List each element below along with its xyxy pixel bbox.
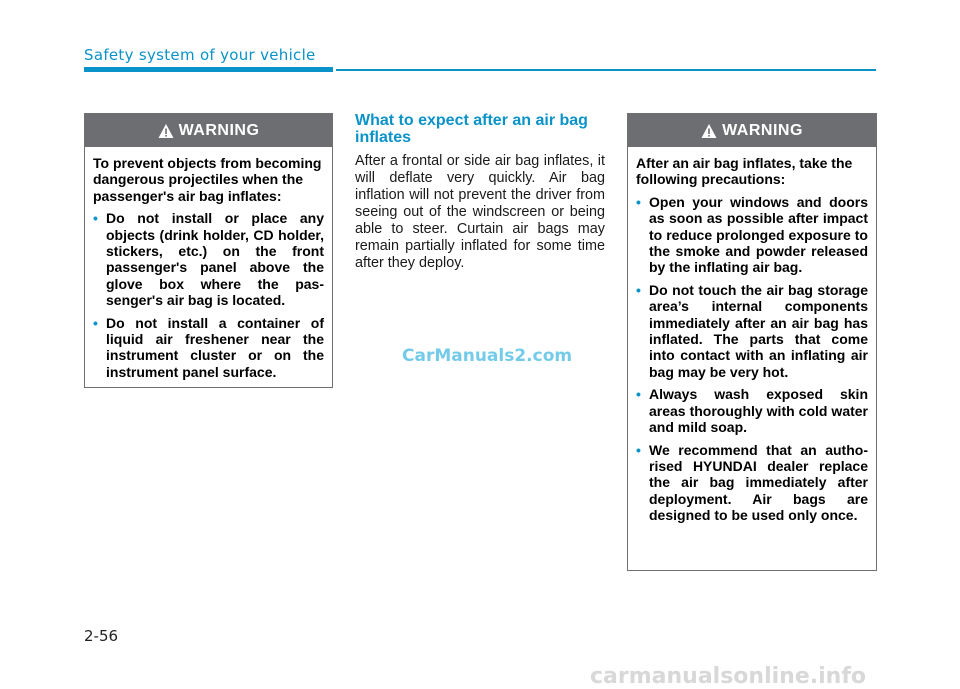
- list-item-text: Do not touch the air bag storage area’s internal components immediately after an air bag has inflated. The parts that come into contact with an inflating air bag may be very hot.: [649, 281, 868, 380]
- warning-label: WARNING: [178, 121, 260, 139]
- list-item: [636, 194, 868, 276]
- warning-box-left: [84, 113, 333, 388]
- bullet-icon: •: [93, 210, 98, 227]
- section-title: What to expect after an air bag inflates: [355, 112, 588, 146]
- warning-header: [628, 114, 876, 147]
- section-body: After a frontal or side air bag inflates, it will deflate very quickly. Air bag inflation will not prevent the driver from seeing out of the windscreen or being able to steer. Curtain air bags may remain partially inflated for some time after they deploy.: [355, 153, 605, 271]
- warning-header: [85, 114, 332, 147]
- list-item: [93, 315, 324, 381]
- list-item: [636, 282, 868, 380]
- bullet-icon: •: [636, 441, 641, 458]
- warning-triangle-icon: [701, 123, 717, 139]
- warning-list: [93, 210, 324, 380]
- watermark-bottom: carmanualsonline.info: [590, 664, 866, 689]
- header-rule-thick: [84, 67, 333, 72]
- bullet-icon: •: [93, 314, 98, 331]
- section-header-title: Safety system of your vehicle: [84, 46, 316, 64]
- warning-box-right: [627, 113, 877, 571]
- list-item-text: Do not install a container of liquid air freshener near the instrument cluster or on the instrument panel surface.: [106, 314, 324, 380]
- warning-intro: After an air bag inflates, take the following precautions:: [636, 155, 853, 188]
- list-item-text: Do not install or place any objects (drink holder, CD holder, stickers, etc.) on the front passenger's panel above the glove box where the passenger's air bag is located.: [106, 210, 324, 309]
- warning-intro: To prevent objects from becoming dangerous projectiles when the passenger's air bag inflates:: [93, 155, 322, 204]
- bullet-icon: •: [636, 281, 641, 298]
- warning-triangle-icon: [158, 123, 174, 139]
- warning-label: WARNING: [722, 121, 803, 139]
- header-rule-thin: [336, 69, 876, 71]
- list-item-text: We recommend that an authorised HYUNDAI dealer replace the air bag immediately after deployment. Air bags are designed to be used only once.: [649, 441, 868, 524]
- list-item: [93, 210, 324, 308]
- list-item: [636, 442, 868, 524]
- bullet-icon: •: [636, 193, 641, 210]
- list-item-text: Always wash exposed skin areas thoroughly with cold water and mild soap.: [649, 386, 868, 436]
- watermark-center: CarManuals2.com: [402, 346, 573, 366]
- list-item: [636, 386, 868, 435]
- bullet-icon: •: [636, 386, 641, 403]
- page-number: 2-56: [84, 627, 119, 645]
- list-item-text: Open your windows and doors as soon as possible after impact to reduce prolonged exposure to the smoke and powder released by the inflating air bag.: [649, 193, 868, 276]
- warning-list: [636, 194, 868, 524]
